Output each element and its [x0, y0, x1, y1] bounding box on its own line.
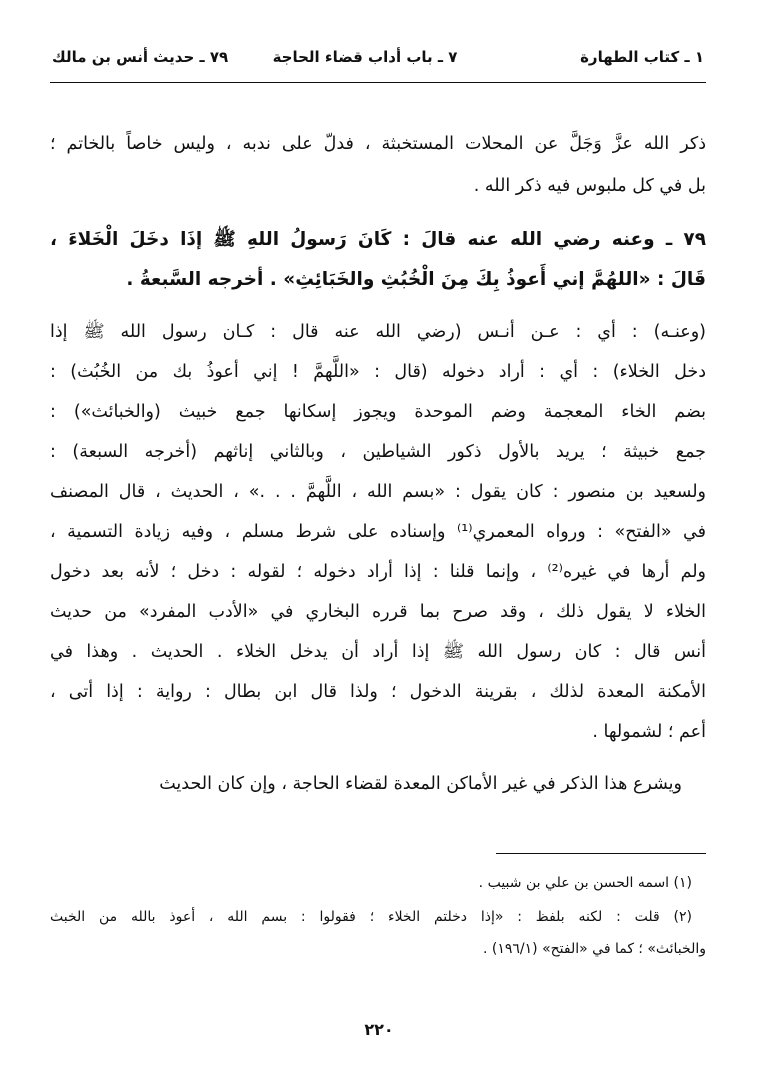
running-header-chapter: ٧ ـ باب أداب قضاء الحاجة: [272, 48, 458, 66]
commentary-line: أعم ؛ لشمولها .: [592, 722, 706, 742]
running-header-hadith: ٧٩ ـ حديث أنس بن مالك: [52, 48, 229, 66]
commentary-line: بضم الخاء المعجمة وضم الموحدة ويجوز إسكانها جمع خبيث (والخبائث») :: [50, 402, 706, 422]
commentary-line: ولم أرها في غيره⁽²⁾ ، وإنما قلنا : إذا أراد دخوله ؛ لقوله : دخل ؛ لأنه بعد دخول: [50, 562, 706, 582]
commentary-line: ولسعيد بن منصور : كان يقول : «بسم الله ، اللَّهمَّ . . .» ، الحديث ، قال المصنف: [50, 482, 706, 502]
intro-line: ذكر الله عزَّ وَجَلَّ عن المحلات المستخبثة ، فدلّ على ندبه ، وليس خاصاً بالخاتم ؛: [50, 134, 706, 154]
header-rule: [50, 82, 706, 83]
page-number: ٢٢٠: [364, 1020, 394, 1039]
footnote-rule: [496, 853, 706, 854]
commentary-line: جمع خبيثة ؛ يريد بالأول ذكور الشياطين ، وبالثاني إناثهم (أخرجه السبعة) :: [50, 442, 706, 462]
commentary-line: أنس قال : كان رسول الله ﷺ إذا أراد أن يدخل الخلاء . الحديث . وهذا في: [50, 642, 706, 662]
hadith-line: ٧٩ ـ وعنه رضي الله عنه قالَ : كَانَ رَسولُ اللهِ ﷺ إذَا دخَلَ الْخَلاءَ ،: [50, 229, 706, 250]
intro-line: بل في كل ملبوس فيه ذكر الله .: [473, 176, 706, 196]
commentary-line: الخلاء لا يقول ذلك ، وقد صرح بما قرره البخاري في «الأدب المفرد» من حديث: [50, 602, 706, 622]
commentary-line: الأمكنة المعدة لذلك ، بقرينة الدخول ؛ ولذا قال ابن بطال : رواية : إذا أتى ،: [50, 682, 706, 702]
hadith-text: [50, 220, 706, 304]
commentary-line: في «الفتح» : ورواه المعمري⁽¹⁾ وإسناده على شرط مسلم ، وفيه زيادة التسمية ،: [50, 522, 706, 542]
running-header-book: ١ ـ كتاب الطهارة: [580, 48, 704, 66]
footnote-2-line-1: (٢) قلت : لكنه بلفظ : «إذا دخلتم الخلاء ؛ فقولوا : بسم الله ، أعوذ بالله من الخبث: [50, 909, 692, 925]
hadith-line: قَالَ : «اللهُمَّ إني أَعوذُ بِكَ مِنَ الْخُبُثِ والخَبَائِثِ» . أخرجه السَّبعةُ .: [126, 269, 706, 290]
footnote-1: (١) اسمه الحسن بن علي بن شبيب .: [478, 875, 692, 891]
footnote-2-line-2: والخبائث» ؛ كما في «الفتح» (١٩٦/١) .: [482, 941, 706, 957]
closing-line: ويشرع هذا الذكر في غير الأماكن المعدة لقضاء الحاجة ، وإن كان الحديث: [159, 774, 682, 794]
commentary-line: (وعنـه) : أي : عـن أنـس (رضي الله عنه قال : كـان رسول الله ﷺ إذا: [50, 322, 706, 342]
commentary-line: دخل الخلاء) : أي : أراد دخوله (قال : «اللَّهمَّ ! إني أعوذُ بك من الخُبُث) :: [50, 362, 706, 382]
